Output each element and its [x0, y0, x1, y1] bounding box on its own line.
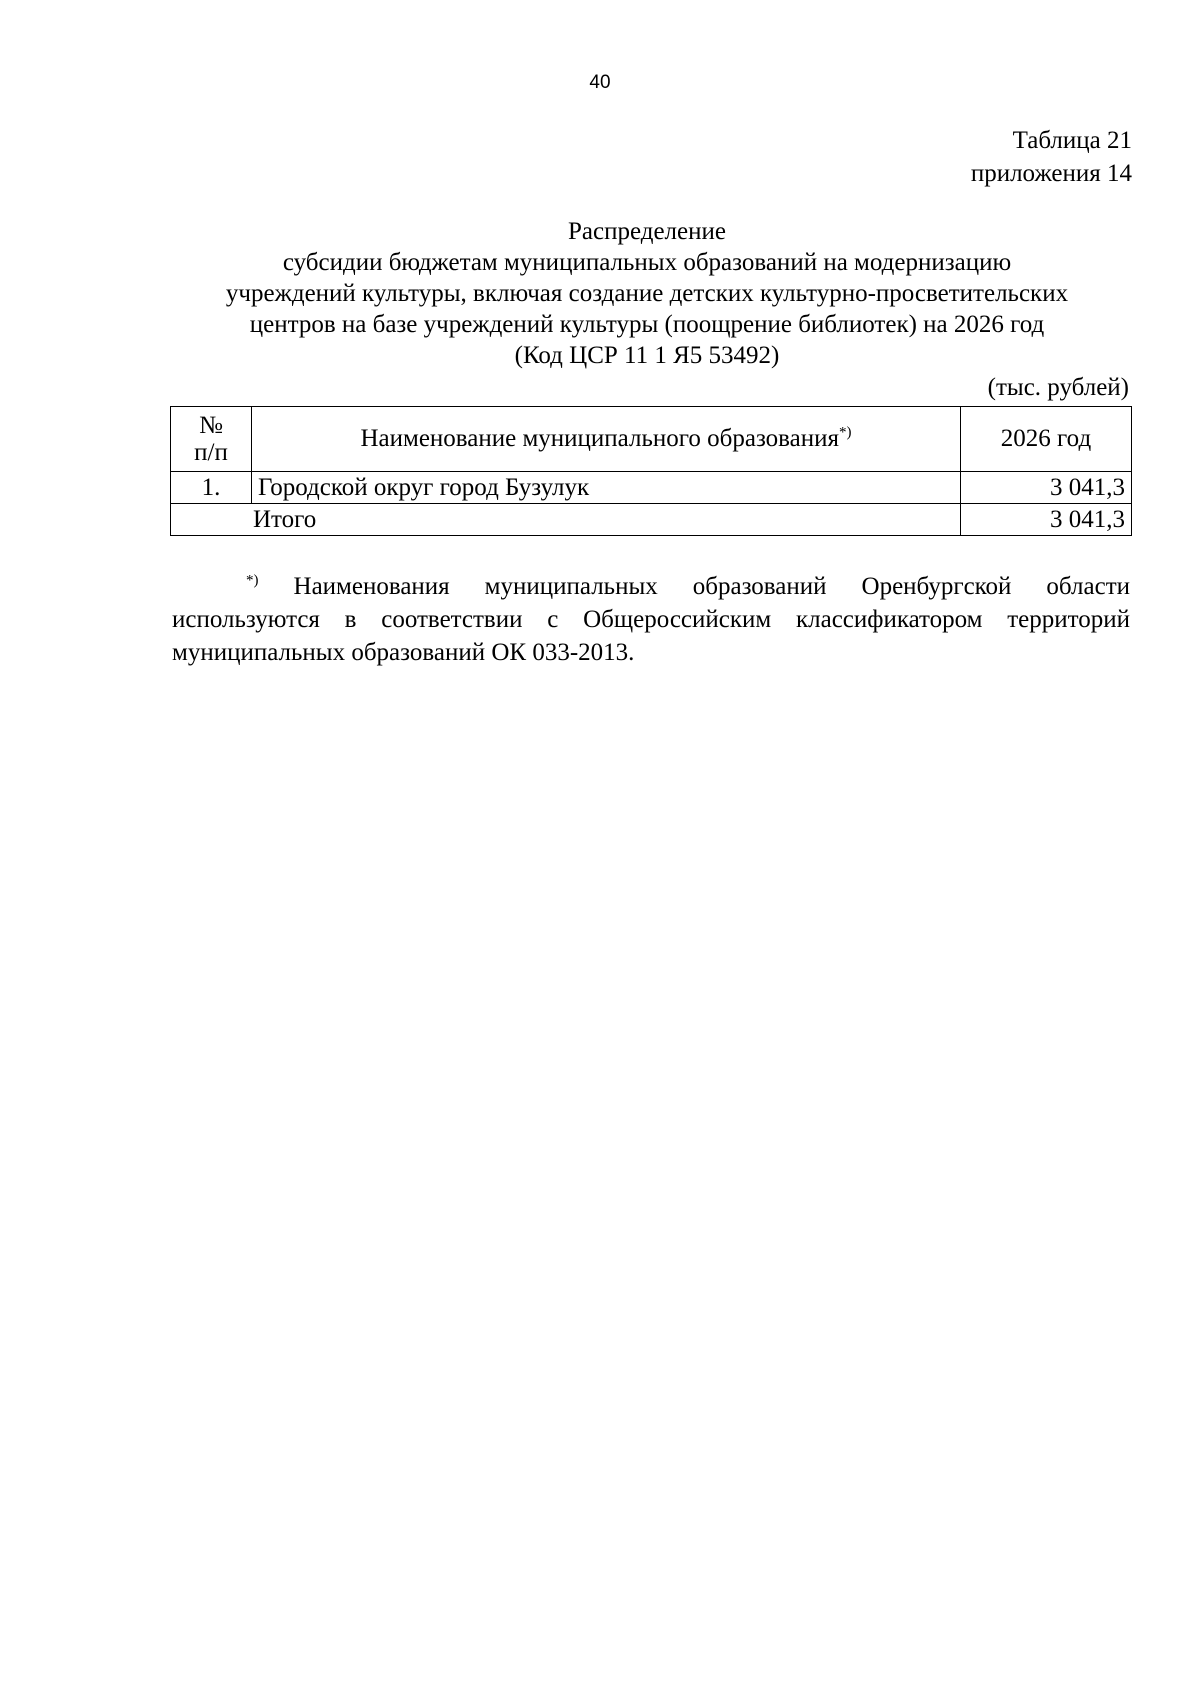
- title-line-3: учреждений культуры, включая создание детских культурно-просветительских: [225, 280, 1069, 307]
- header-number-abbr: п/п: [194, 439, 228, 466]
- footnote-marker: *): [246, 572, 259, 589]
- table-row: [171, 472, 1132, 504]
- title-line-1: Распределение: [568, 218, 726, 245]
- title-line-2: субсидии бюджетам муниципальных образований на модернизацию: [282, 249, 1012, 276]
- total-label: Итого: [171, 504, 961, 536]
- table-number: Таблица 21: [1012, 127, 1132, 154]
- header-number-symbol: №: [199, 412, 223, 439]
- header-name: [252, 407, 961, 472]
- document-title: [160, 216, 1134, 371]
- table-header-row: [171, 407, 1132, 472]
- units-label: (тыс. рублей): [987, 374, 1129, 401]
- title-line-4: центров на базе учреждений культуры (поощрение библиотек) на 2026 год: [249, 311, 1045, 338]
- title-code: (Код ЦСР 11 1 Я5 53492): [514, 342, 780, 369]
- header-number: [171, 407, 252, 472]
- table-attachment-label: [971, 124, 1132, 190]
- page-number: 40: [589, 72, 611, 93]
- footnote-text: Наименования муниципальных образований Оренбургской области используются в соответствии с Общероссийским классификатором территорий муниципальных образований ОК 033-2013.: [172, 573, 1131, 666]
- table-total-row: [171, 504, 1132, 536]
- total-value: 3 041,3: [961, 504, 1132, 536]
- footnote: [172, 570, 1130, 669]
- distribution-table: [170, 406, 1132, 536]
- row-municipality-name: Городской округ город Бузулук: [252, 472, 961, 504]
- appendix-number: приложения 14: [970, 160, 1132, 187]
- row-number: 1.: [171, 472, 252, 504]
- header-year: 2026 год: [961, 407, 1132, 472]
- row-value: 3 041,3: [961, 472, 1132, 504]
- header-footnote-marker: *): [839, 424, 852, 441]
- header-name-text: Наименование муниципального образования: [360, 425, 840, 452]
